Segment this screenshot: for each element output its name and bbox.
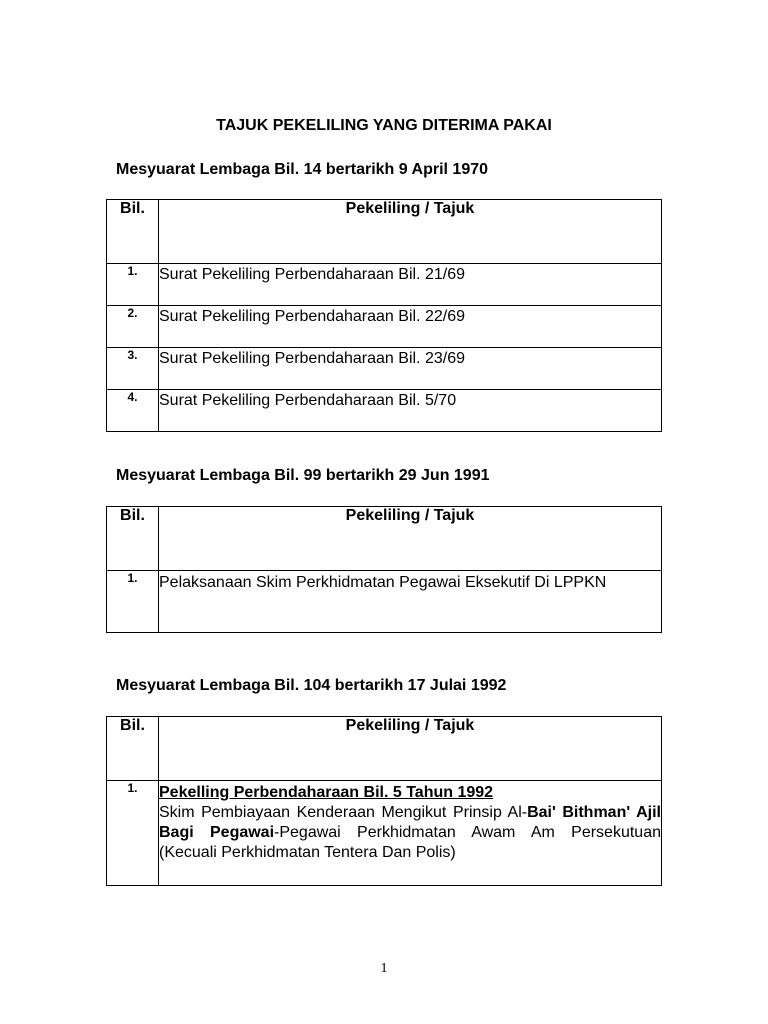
row-number: 4. (107, 390, 159, 432)
table-header-row (107, 200, 662, 264)
table-row (107, 264, 662, 306)
row-number: 1. (107, 571, 159, 633)
table-header-row (107, 717, 662, 781)
row-title: Surat Pekeliling Perbendaharaan Bil. 21/69 (159, 264, 662, 306)
row-content (159, 781, 662, 886)
circular-table-1 (106, 199, 662, 432)
circular-table-2 (106, 506, 662, 633)
section-heading-1: Mesyuarat Lembaga Bil. 14 bertarikh 9 April 1970 (116, 161, 489, 178)
table-row (107, 781, 662, 886)
circular-table-3 (106, 716, 662, 886)
column-header-bil: Bil. (107, 717, 159, 781)
section-heading-2: Mesyuarat Lembaga Bil. 99 bertarikh 29 Jun 1991 (116, 467, 490, 484)
column-header-title: Pekeliling / Tajuk (159, 200, 662, 264)
row-number: 2. (107, 306, 159, 348)
table-row (107, 306, 662, 348)
row-title: Pelaksanaan Skim Perkhidmatan Pegawai Eksekutif Di LPPKN (159, 571, 662, 633)
column-header-bil: Bil. (107, 200, 159, 264)
row-text-bold: Bai' Bithman' Ajil Bagi Pegawai (159, 804, 661, 841)
table-row (107, 390, 662, 432)
circular-title: Pekelling Perbendaharaan Bil. 5 Tahun 1992 (159, 784, 494, 801)
table-row (107, 348, 662, 390)
table-row (107, 571, 662, 633)
section-heading-3: Mesyuarat Lembaga Bil. 104 bertarikh 17 Julai 1992 (116, 677, 507, 694)
row-title: Surat Pekeliling Perbendaharaan Bil. 5/70 (159, 390, 662, 432)
table-header-row (107, 507, 662, 571)
column-header-bil: Bil. (107, 507, 159, 571)
page-number: 1 (380, 961, 388, 976)
row-text-part2: -Pegawai Perkhidmatan Awam Am Persekutuan (Kecuali Perkhidmatan Tentera Dan Polis) (159, 824, 661, 861)
row-number: 1. (107, 264, 159, 306)
row-number: 3. (107, 348, 159, 390)
column-header-title: Pekeliling / Tajuk (159, 507, 662, 571)
row-number: 1. (107, 781, 159, 886)
row-text-part1: Skim Pembiayaan Kenderaan Mengikut Prinsip Al- (159, 804, 528, 821)
row-title: Surat Pekeliling Perbendaharaan Bil. 23/69 (159, 348, 662, 390)
row-title: Surat Pekeliling Perbendaharaan Bil. 22/69 (159, 306, 662, 348)
column-header-title: Pekeliling / Tajuk (159, 717, 662, 781)
page-title: TAJUK PEKELILING YANG DITERIMA PAKAI (216, 117, 552, 134)
